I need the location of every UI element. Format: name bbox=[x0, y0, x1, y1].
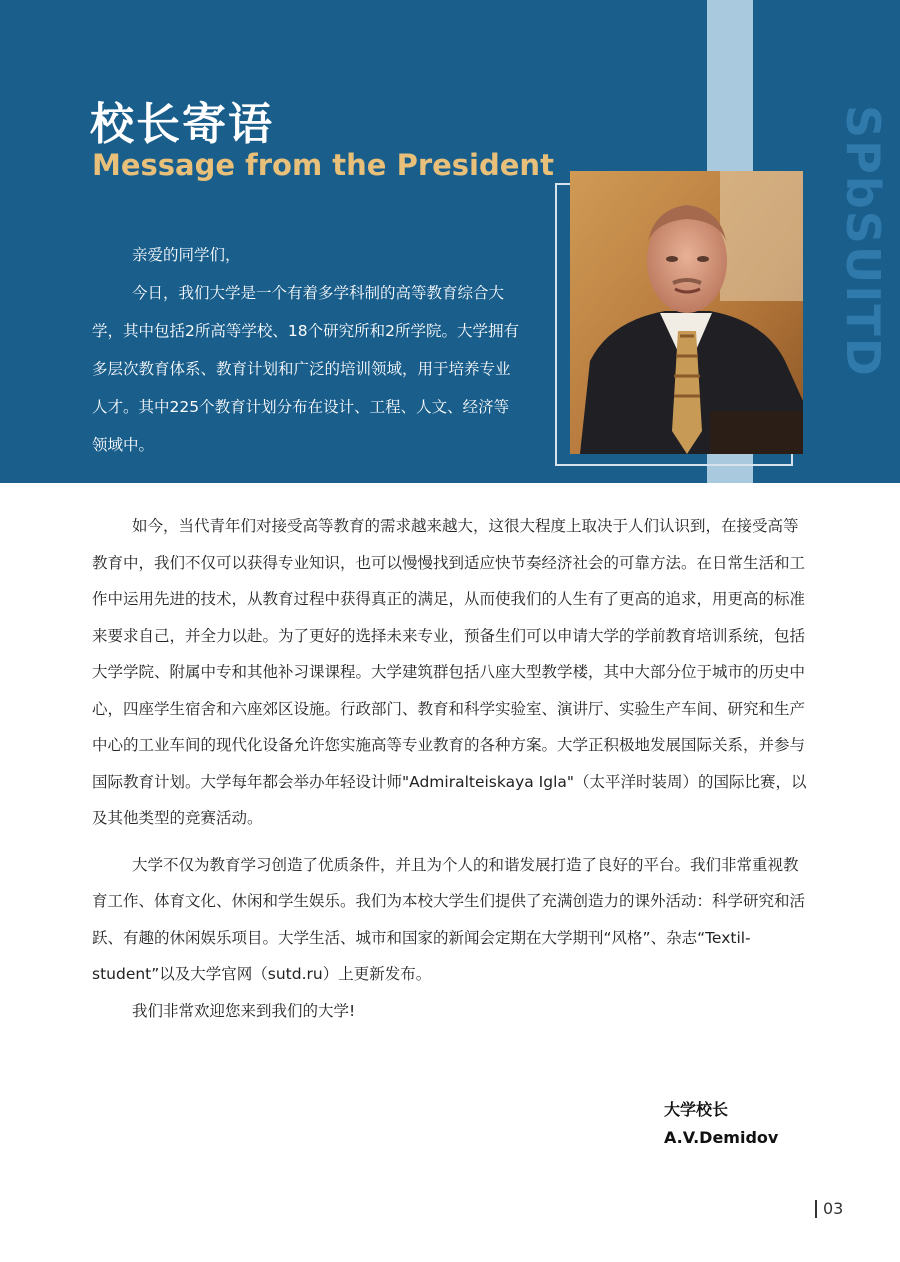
page-title: 校长寄语 bbox=[90, 99, 274, 150]
body-paragraph-1: 如今，当代青年们对接受高等教育的需求越来越大，这很大程度上取决于人们认识到，在接受高等教育中，我们不仅可以获得专业知识，也可以慢慢找到适应快节奏经济社会的可靠方法。在日常生活和工作中运用先进的技术，从教育过程中获得真正的满足，从而使我们的人生有了更高的追求，用更高的标准来要求自己，并全力以赴。为了更好的选择未来专业，预备生们可以申请大学的学前教育培训系统，包括大学学院、附属中专和其他补习课课程。大学建筑群包括八座大型教学楼，其中大部分位于城市的历史中心，四座学生宿舍和六座郊区设施。行政部门、教育和科学实验室、演讲厅、实验生产车间、研究和生产中心的工业车间的现代化设备允许您实施高等专业教育的各种方案。大学正积极地发展国际关系，并参与国际教育计划。大学每年都会举办年轻设计师"Admiralteiskaya Igla"（太平洋时装周）的国际比赛，以及其他类型的竞赛活动。 bbox=[92, 517, 807, 827]
page-number: 03 bbox=[815, 1200, 843, 1218]
portrait-illustration bbox=[570, 171, 803, 454]
page-subtitle: Message from the President bbox=[92, 148, 554, 182]
president-photo bbox=[570, 171, 803, 454]
intro-paragraph: 今日，我们大学是一个有着多学科制的高等教育综合大学，其中包括2所高等学校、18个研究所和2所学院。大学拥有多层次教育体系、教育计划和广泛的培训领域，用于培养专业人才。其中225个教育计划分布在设计、工程、人文、经济等领域中。 bbox=[92, 284, 519, 454]
signature-name: A.V.Demidov bbox=[664, 1128, 779, 1147]
signature-role: 大学校长 bbox=[664, 1100, 729, 1119]
closing-line: 我们非常欢迎您来到我们的大学! bbox=[132, 1001, 356, 1020]
watermark-text: SPbSUITD bbox=[836, 105, 890, 378]
intro-text bbox=[92, 236, 522, 464]
body-text bbox=[92, 508, 808, 1029]
body-paragraph-2: 大学不仅为教育学习创造了优质条件，并且为个人的和谐发展打造了良好的平台。我们非常重视教育工作、体育文化、休闲和学生娱乐。我们为本校大学生们提供了充满创造力的课外活动：科学研究和活跃、有趣的休闲娱乐项目。大学生活、城市和国家的新闻会定期在大学期刊“风格”、杂志“Textil-student”以及大学官网（sutd.ru）上更新发布。 bbox=[92, 855, 806, 983]
signature-block bbox=[664, 1096, 778, 1152]
greeting: 亲爱的同学们， bbox=[132, 246, 241, 264]
